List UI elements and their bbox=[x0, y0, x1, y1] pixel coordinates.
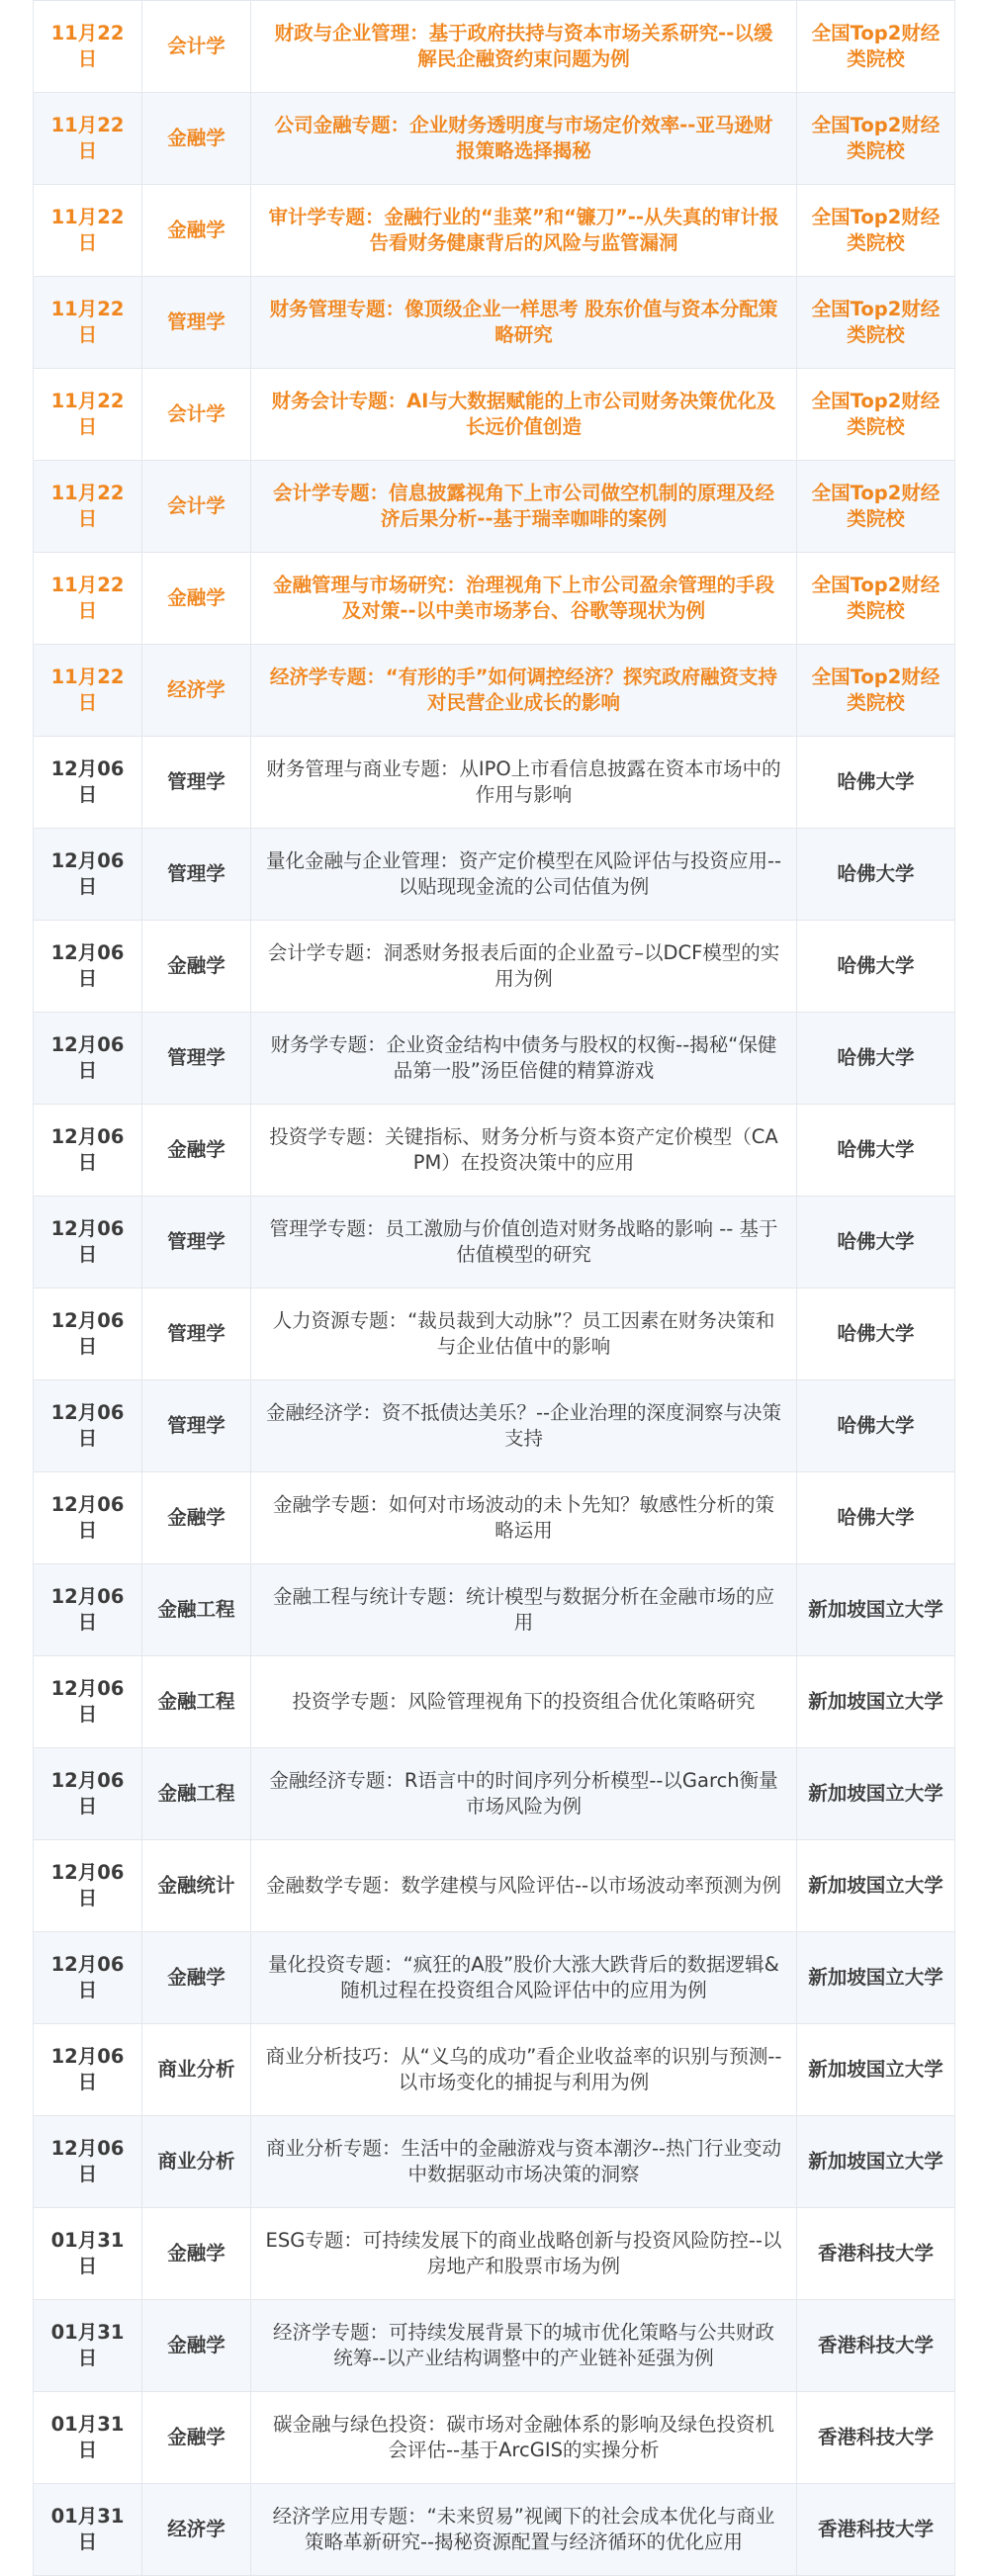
course-topic-cell: 管理学专题：员工激励与价值创造对财务战略的影响 -- 基于估值模型的研究 bbox=[251, 1197, 797, 1288]
table-row bbox=[34, 921, 955, 1013]
course-topic-cell: 会计学专题：洞悉财务报表后面的企业盈亏–以DCF模型的实用为例 bbox=[251, 921, 797, 1013]
table-row bbox=[34, 1932, 955, 2024]
course-school-cell: 哈佛大学 bbox=[797, 1380, 955, 1472]
course-school-cell: 香港科技大学 bbox=[797, 2208, 955, 2300]
course-date-cell: 12月06日 bbox=[34, 1105, 142, 1197]
course-topic-cell: 经济学专题：“有形的手”如何调控经济？探究政府融资支持对民营企业成长的影响 bbox=[251, 645, 797, 737]
course-school-cell: 全国Top2财经类院校 bbox=[797, 369, 955, 461]
course-subject-cell: 会计学 bbox=[142, 461, 251, 553]
course-school-cell: 哈佛大学 bbox=[797, 829, 955, 921]
course-topic-cell: ESG专题：可持续发展下的商业战略创新与投资风险防控--以房地产和股票市场为例 bbox=[251, 2208, 797, 2300]
course-topic-cell: 公司金融专题：企业财务透明度与市场定价效率--亚马逊财报策略选择揭秘 bbox=[251, 93, 797, 185]
course-subject-cell: 金融统计 bbox=[142, 1840, 251, 1932]
course-school-cell: 哈佛大学 bbox=[797, 737, 955, 829]
table-row bbox=[34, 2484, 955, 2576]
course-topic-cell: 量化投资专题：“疯狂的A股”股价大涨大跌背后的数据逻辑&随机过程在投资组合风险评估中的应用为例 bbox=[251, 1932, 797, 2024]
course-date-cell: 12月06日 bbox=[34, 1840, 142, 1932]
course-topic-cell: 金融经济专题：R语言中的时间序列分析模型--以Garch衡量市场风险为例 bbox=[251, 1748, 797, 1840]
course-school-cell: 全国Top2财经类院校 bbox=[797, 1, 955, 93]
table-row bbox=[34, 1105, 955, 1197]
table-row bbox=[34, 737, 955, 829]
course-subject-cell: 管理学 bbox=[142, 1380, 251, 1472]
course-school-cell: 全国Top2财经类院校 bbox=[797, 461, 955, 553]
course-subject-cell: 管理学 bbox=[142, 1013, 251, 1105]
table-row bbox=[34, 1013, 955, 1105]
course-school-cell: 新加坡国立大学 bbox=[797, 1840, 955, 1932]
course-topic-cell: 金融管理与市场研究：治理视角下上市公司盈余管理的手段及对策--以中美市场茅台、谷歌等现状为例 bbox=[251, 553, 797, 645]
course-date-cell: 11月22日 bbox=[34, 461, 142, 553]
course-school-cell: 新加坡国立大学 bbox=[797, 2116, 955, 2208]
course-topic-cell: 财务管理与商业专题：从IPO上市看信息披露在资本市场中的作用与影响 bbox=[251, 737, 797, 829]
course-topic-cell: 商业分析专题：生活中的金融游戏与资本潮汐--热门行业变动中数据驱动市场决策的洞察 bbox=[251, 2116, 797, 2208]
course-topic-cell: 财务会计专题：AI与大数据赋能的上市公司财务决策优化及长远价值创造 bbox=[251, 369, 797, 461]
course-date-cell: 12月06日 bbox=[34, 1013, 142, 1105]
course-subject-cell: 金融学 bbox=[142, 1472, 251, 1564]
table-row bbox=[34, 2208, 955, 2300]
course-subject-cell: 会计学 bbox=[142, 1, 251, 93]
table-row bbox=[34, 2116, 955, 2208]
course-date-cell: 11月22日 bbox=[34, 369, 142, 461]
course-date-cell: 01月31日 bbox=[34, 2208, 142, 2300]
table-row bbox=[34, 1748, 955, 1840]
course-topic-cell: 量化金融与企业管理：资产定价模型在风险评估与投资应用--以贴现现金流的公司估值为例 bbox=[251, 829, 797, 921]
course-school-cell: 新加坡国立大学 bbox=[797, 1656, 955, 1748]
course-school-cell: 新加坡国立大学 bbox=[797, 1564, 955, 1656]
course-subject-cell: 管理学 bbox=[142, 1197, 251, 1288]
course-date-cell: 11月22日 bbox=[34, 93, 142, 185]
course-topic-cell: 投资学专题：风险管理视角下的投资组合优化策略研究 bbox=[251, 1656, 797, 1748]
course-topic-cell: 人力资源专题：“裁员裁到大动脉”？员工因素在财务决策和与企业估值中的影响 bbox=[251, 1288, 797, 1380]
course-subject-cell: 经济学 bbox=[142, 645, 251, 737]
course-subject-cell: 管理学 bbox=[142, 829, 251, 921]
course-topic-cell: 碳金融与绿色投资：碳市场对金融体系的影响及绿色投资机会评估--基于ArcGIS的实操分析 bbox=[251, 2392, 797, 2484]
course-school-cell: 新加坡国立大学 bbox=[797, 1932, 955, 2024]
course-school-cell: 哈佛大学 bbox=[797, 1288, 955, 1380]
course-topic-cell: 金融工程与统计专题：统计模型与数据分析在金融市场的应用 bbox=[251, 1564, 797, 1656]
table-row bbox=[34, 93, 955, 185]
course-date-cell: 12月06日 bbox=[34, 1748, 142, 1840]
course-date-cell: 12月06日 bbox=[34, 1932, 142, 2024]
course-topic-cell: 财务管理专题：像顶级企业一样思考 股东价值与资本分配策略研究 bbox=[251, 277, 797, 369]
course-topic-cell: 审计学专题：金融行业的“韭菜”和“镰刀”--从失真的审计报告看财务健康背后的风险与监管漏洞 bbox=[251, 185, 797, 277]
table-row bbox=[34, 645, 955, 737]
course-school-cell: 哈佛大学 bbox=[797, 921, 955, 1013]
course-subject-cell: 金融工程 bbox=[142, 1564, 251, 1656]
course-school-cell: 新加坡国立大学 bbox=[797, 1748, 955, 1840]
course-subject-cell: 商业分析 bbox=[142, 2024, 251, 2116]
course-subject-cell: 管理学 bbox=[142, 737, 251, 829]
course-date-cell: 12月06日 bbox=[34, 829, 142, 921]
course-subject-cell: 金融学 bbox=[142, 2208, 251, 2300]
course-date-cell: 12月06日 bbox=[34, 1656, 142, 1748]
course-subject-cell: 会计学 bbox=[142, 369, 251, 461]
table-row bbox=[34, 369, 955, 461]
table-row bbox=[34, 1, 955, 93]
course-subject-cell: 商业分析 bbox=[142, 2116, 251, 2208]
table-row bbox=[34, 1197, 955, 1288]
course-subject-cell: 金融工程 bbox=[142, 1656, 251, 1748]
course-schedule-table bbox=[33, 0, 955, 2576]
table-row bbox=[34, 461, 955, 553]
course-school-cell: 全国Top2财经类院校 bbox=[797, 185, 955, 277]
course-subject-cell: 金融工程 bbox=[142, 1748, 251, 1840]
course-date-cell: 12月06日 bbox=[34, 737, 142, 829]
course-school-cell: 哈佛大学 bbox=[797, 1472, 955, 1564]
course-subject-cell: 金融学 bbox=[142, 93, 251, 185]
table-row bbox=[34, 277, 955, 369]
course-date-cell: 11月22日 bbox=[34, 1, 142, 93]
course-schedule-body bbox=[34, 1, 955, 2576]
course-date-cell: 11月22日 bbox=[34, 185, 142, 277]
course-school-cell: 香港科技大学 bbox=[797, 2484, 955, 2576]
course-subject-cell: 金融学 bbox=[142, 2300, 251, 2392]
course-school-cell: 全国Top2财经类院校 bbox=[797, 645, 955, 737]
table-row bbox=[34, 2300, 955, 2392]
table-row bbox=[34, 1472, 955, 1564]
table-row bbox=[34, 2024, 955, 2116]
course-date-cell: 11月22日 bbox=[34, 553, 142, 645]
course-date-cell: 12月06日 bbox=[34, 1197, 142, 1288]
course-subject-cell: 金融学 bbox=[142, 2392, 251, 2484]
course-school-cell: 全国Top2财经类院校 bbox=[797, 553, 955, 645]
table-row bbox=[34, 1564, 955, 1656]
table-row bbox=[34, 829, 955, 921]
course-subject-cell: 金融学 bbox=[142, 1105, 251, 1197]
course-topic-cell: 投资学专题：关键指标、财务分析与资本资产定价模型（CAPM）在投资决策中的应用 bbox=[251, 1105, 797, 1197]
table-row bbox=[34, 1656, 955, 1748]
course-date-cell: 11月22日 bbox=[34, 277, 142, 369]
course-date-cell: 01月31日 bbox=[34, 2484, 142, 2576]
course-date-cell: 01月31日 bbox=[34, 2392, 142, 2484]
course-topic-cell: 商业分析技巧：从“义乌的成功”看企业收益率的识别与预测--以市场变化的捕捉与利用为例 bbox=[251, 2024, 797, 2116]
course-topic-cell: 金融学专题：如何对市场波动的未卜先知？敏感性分析的策略运用 bbox=[251, 1472, 797, 1564]
course-subject-cell: 管理学 bbox=[142, 277, 251, 369]
table-row bbox=[34, 553, 955, 645]
course-subject-cell: 管理学 bbox=[142, 1288, 251, 1380]
course-subject-cell: 金融学 bbox=[142, 1932, 251, 2024]
course-school-cell: 香港科技大学 bbox=[797, 2392, 955, 2484]
course-date-cell: 12月06日 bbox=[34, 2024, 142, 2116]
course-date-cell: 12月06日 bbox=[34, 921, 142, 1013]
course-school-cell: 哈佛大学 bbox=[797, 1197, 955, 1288]
course-date-cell: 12月06日 bbox=[34, 2116, 142, 2208]
course-topic-cell: 金融数学专题：数学建模与风险评估--以市场波动率预测为例 bbox=[251, 1840, 797, 1932]
course-topic-cell: 财政与企业管理：基于政府扶持与资本市场关系研究--以缓解民企融资约束问题为例 bbox=[251, 1, 797, 93]
course-date-cell: 01月31日 bbox=[34, 2300, 142, 2392]
course-date-cell: 12月06日 bbox=[34, 1564, 142, 1656]
course-school-cell: 香港科技大学 bbox=[797, 2300, 955, 2392]
course-date-cell: 12月06日 bbox=[34, 1472, 142, 1564]
course-date-cell: 12月06日 bbox=[34, 1380, 142, 1472]
course-topic-cell: 经济学应用专题：“未来贸易”视阈下的社会成本优化与商业策略革新研究--揭秘资源配置与经济循环的优化应用 bbox=[251, 2484, 797, 2576]
course-subject-cell: 金融学 bbox=[142, 553, 251, 645]
course-subject-cell: 金融学 bbox=[142, 921, 251, 1013]
table-row bbox=[34, 1288, 955, 1380]
course-school-cell: 全国Top2财经类院校 bbox=[797, 277, 955, 369]
course-date-cell: 11月22日 bbox=[34, 645, 142, 737]
table-row bbox=[34, 1380, 955, 1472]
course-school-cell: 新加坡国立大学 bbox=[797, 2024, 955, 2116]
course-topic-cell: 财务学专题：企业资金结构中债务与股权的权衡--揭秘“保健品第一股”汤臣倍健的精算游戏 bbox=[251, 1013, 797, 1105]
table-row bbox=[34, 1840, 955, 1932]
course-topic-cell: 金融经济学：资不抵债达美乐？--企业治理的深度洞察与决策支持 bbox=[251, 1380, 797, 1472]
course-topic-cell: 经济学专题：可持续发展背景下的城市优化策略与公共财政统筹--以产业结构调整中的产业链补延强为例 bbox=[251, 2300, 797, 2392]
course-topic-cell: 会计学专题：信息披露视角下上市公司做空机制的原理及经济后果分析--基于瑞幸咖啡的案例 bbox=[251, 461, 797, 553]
table-row bbox=[34, 2392, 955, 2484]
course-date-cell: 12月06日 bbox=[34, 1288, 142, 1380]
course-school-cell: 哈佛大学 bbox=[797, 1013, 955, 1105]
course-school-cell: 全国Top2财经类院校 bbox=[797, 93, 955, 185]
course-subject-cell: 金融学 bbox=[142, 185, 251, 277]
table-row bbox=[34, 185, 955, 277]
course-school-cell: 哈佛大学 bbox=[797, 1105, 955, 1197]
course-subject-cell: 经济学 bbox=[142, 2484, 251, 2576]
